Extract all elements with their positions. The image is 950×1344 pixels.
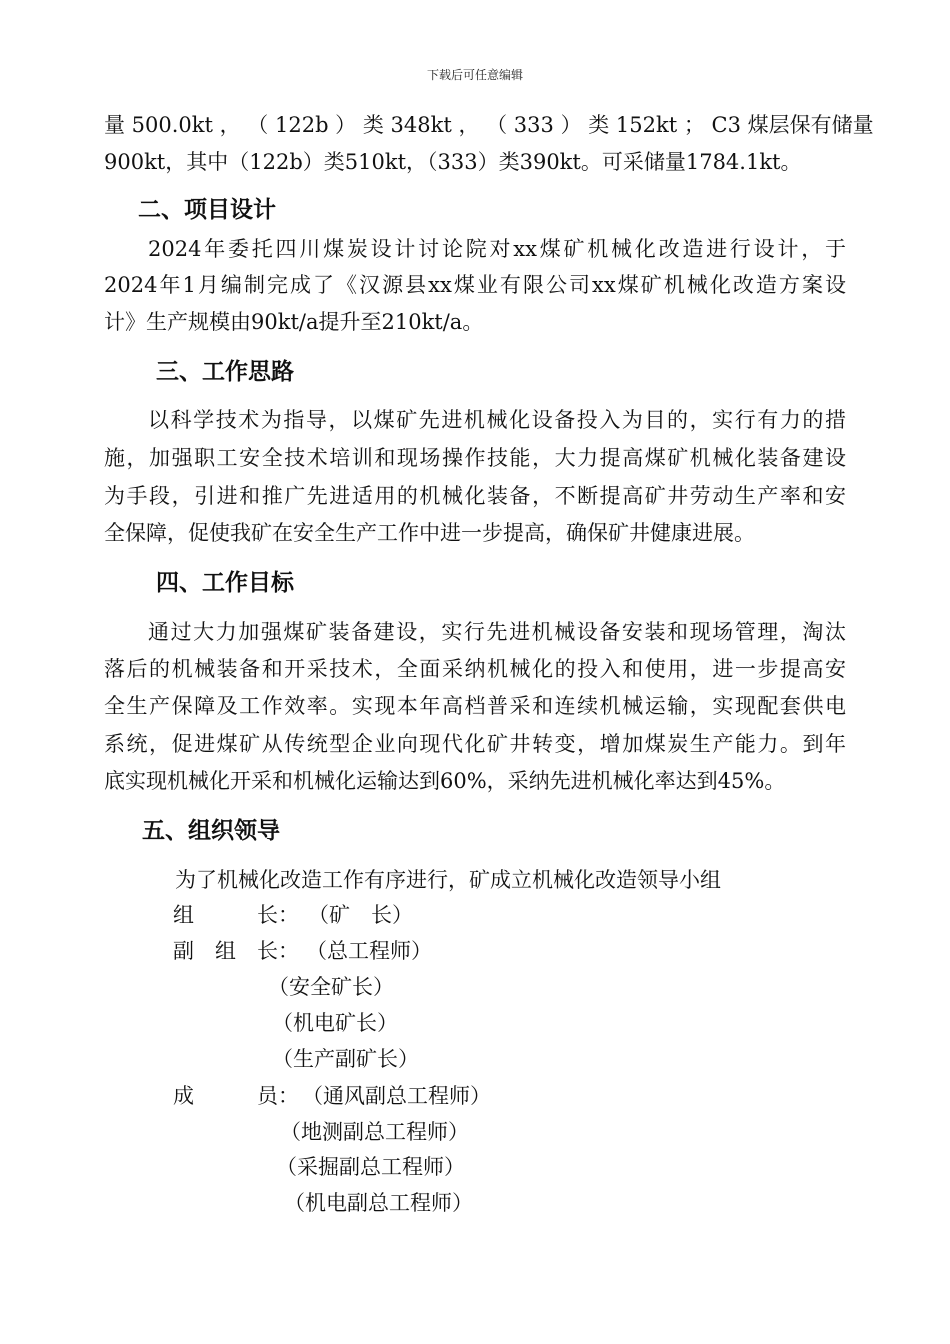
member-value: （机电副总工程师） (284, 1191, 473, 1215)
deputy-value: （机电矿长） (272, 1011, 398, 1035)
section4-paragraph-line: 通过大力加强煤矿装备建设，实行先进机械设备安装和现场管理，淘汰 (148, 620, 846, 644)
section4-paragraph-line: 底实现机械化开采和机械化运输达到60%，采纳先进机械化率达到45%。 (104, 769, 786, 793)
deputy-value: （总工程师） (306, 939, 432, 963)
reserves-line-2: 900kt，其中（122b）类510kt，（333）类390kt。可采储量1784.1kt。 (104, 150, 802, 174)
member-value: （地测副总工程师） (280, 1120, 469, 1144)
section-heading-work-goals: 四、工作目标 (156, 570, 294, 596)
deputy-value: （生产副矿长） (272, 1047, 419, 1071)
section3-paragraph-line: 为手段，引进和推广先进适用的机械化装备，不断提高矿井劳动生产率和安 (104, 484, 846, 508)
section2-paragraph-line: 2024年委托四川煤炭设计讨论院对xx煤矿机械化改造进行设计，于 (148, 237, 846, 261)
section-heading-organization: 五、组织领导 (142, 818, 280, 844)
section3-paragraph-line: 以科学技术为指导，以煤矿先进机械化设备投入为目的，实行有力的措 (148, 408, 846, 432)
section-heading-project-design: 二、项目设计 (138, 197, 276, 223)
reserves-line-1: 量 500.0kt ， （ 122b ） 类 348kt ， （ 333 ） 类 152kt ； C3 煤层保有储量 (104, 113, 874, 137)
deputy-value: （安全矿长） (268, 975, 394, 999)
deputy-label: 副 组 长： (173, 939, 299, 963)
member-value: （通风副总工程师） (302, 1084, 491, 1108)
section4-paragraph-line: 落后的机械装备和开采技术，全面采纳机械化的投入和使用，进一步提高安 (104, 657, 846, 681)
member-value: （采掘副总工程师） (276, 1155, 465, 1179)
section-heading-work-approach: 三、工作思路 (156, 359, 294, 385)
section2-paragraph-line: 计》生产规模由90kt/a提升至210kt/a。 (104, 310, 484, 334)
section3-paragraph-line: 全保障，促使我矿在安全生产工作中进一步提高，确保矿井健康进展。 (104, 521, 755, 545)
section4-paragraph-line: 系统，促进煤矿从传统型企业向现代化矿井转变，增加煤炭生产能力。到年 (104, 732, 846, 756)
section2-paragraph-line: 2024年1月编制完成了《汉源县xx煤业有限公司xx煤矿机械化改造方案设 (104, 273, 846, 297)
organization-intro: 为了机械化改造工作有序进行，矿成立机械化改造领导小组 (175, 868, 721, 892)
member-label: 成 员： (173, 1084, 299, 1108)
section3-paragraph-line: 施，加强职工安全技术培训和现场操作技能，大力提高煤矿机械化装备建设 (104, 446, 846, 470)
leader-value: （矿 长） (308, 903, 413, 927)
page-header-note: 下载后可任意编辑 (426, 68, 523, 82)
leader-label: 组 长： (173, 903, 299, 927)
section4-paragraph-line: 全生产保障及工作效率。实现本年高档普采和连续机械运输，实现配套供电 (104, 694, 846, 718)
